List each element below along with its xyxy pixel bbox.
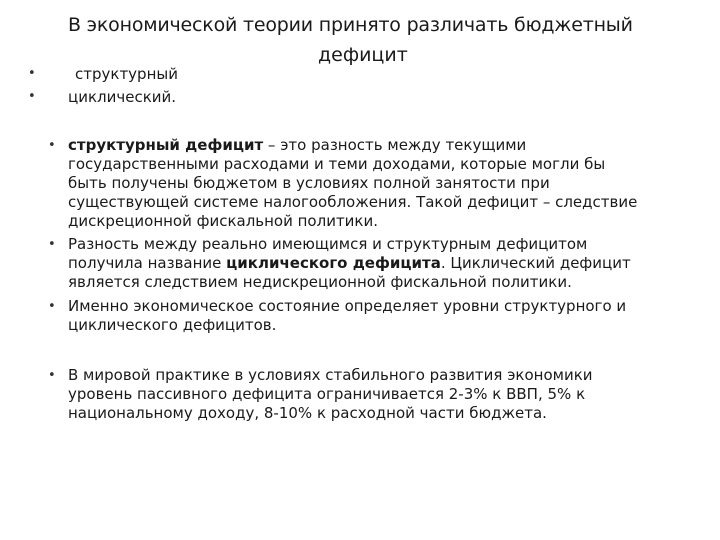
text-line: дискреционной фискальной политики. [68,212,379,230]
bullet-icon: • [28,66,36,81]
text-line: быть получены бюджетом в условиях полной занятости при [68,174,550,192]
type-cyclical: циклический. [68,88,177,106]
slide-title-line2: дефицит [318,44,408,66]
bullet-icon: • [48,299,56,314]
term-structural-deficit: структурный дефицит [68,136,264,154]
bullet-structural-deficit [68,136,637,231]
bullet-economic-state [68,297,626,335]
bullet-icon: • [48,368,56,383]
text-line: является следствием недискреционной фискальной политики. [68,273,572,291]
text-line: национальному доходу, 8-10% к расходной части бюджета. [68,404,547,422]
text-line: Разность между реально имеющимся и структурным дефицитом [68,235,588,253]
bullet-world-practice [68,366,593,423]
text: – это разность между текущими [263,136,527,154]
text-line: уровень пассивного дефицита ограничивается 2-3% к ВВП, 5% к [68,385,586,403]
bullet-cyclical-deficit [68,235,631,292]
text-line: государственными расходами и теми доходами, которые могли бы [68,155,606,173]
text-line: существующей системе налогообложения. Такой дефицит – следствие [68,193,638,211]
term-cyclical-deficit: циклического дефицита [226,254,441,272]
slide-title-line1: В экономической теории принято различать бюджетный [68,14,633,36]
type-structural: структурный [75,65,178,83]
bullet-icon: • [48,237,56,252]
text-line: циклического дефицитов. [68,316,277,334]
text-line: В мировой практике в условиях стабильного развития экономики [68,366,593,384]
text-line: Именно экономическое состояние определяет уровни структурного и [68,297,627,315]
bullet-icon: • [28,89,36,104]
text: . Циклический дефицит [440,254,631,272]
text: получила название [68,254,227,272]
bullet-icon: • [48,138,56,153]
